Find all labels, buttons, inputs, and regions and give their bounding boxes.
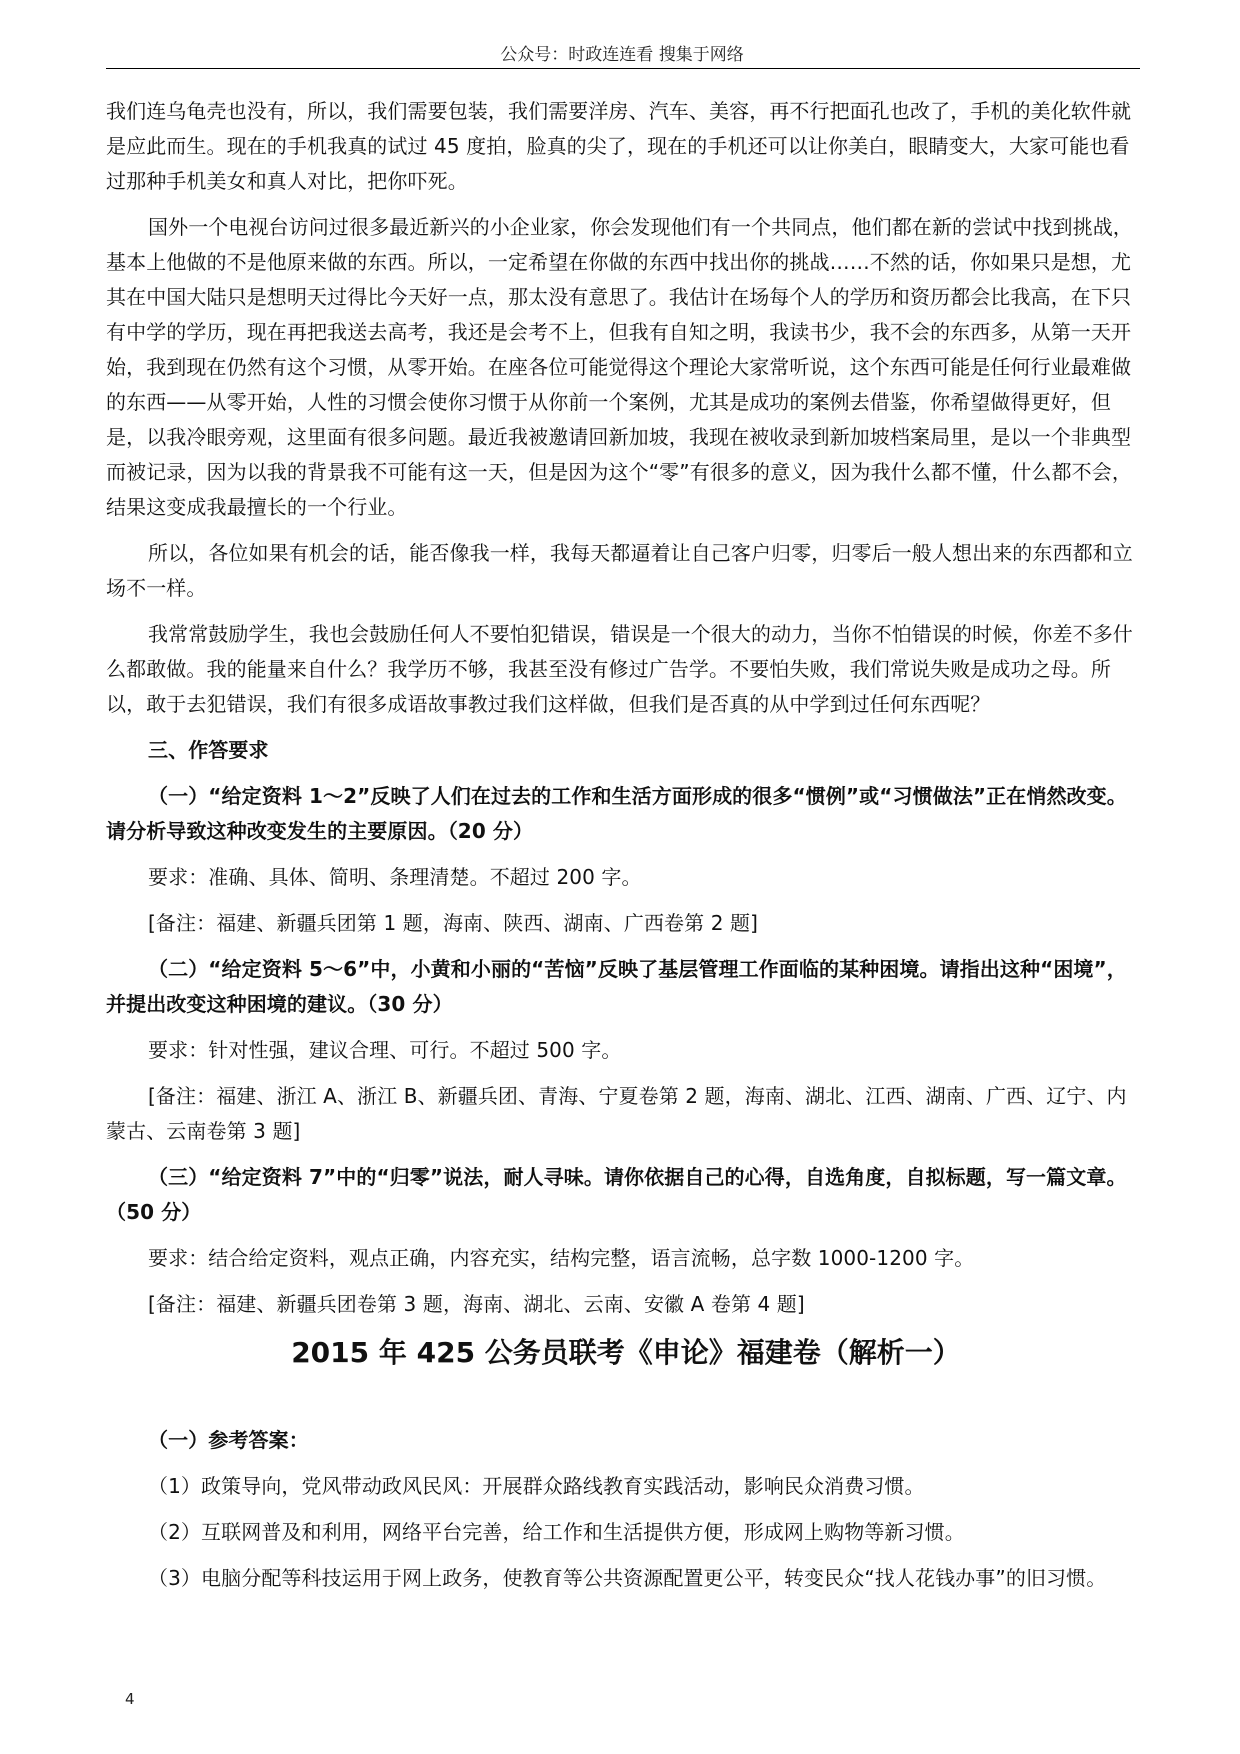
analysis-title: 2015 年 425 公务员联考《申论》福建卷（解析一） [291,1336,961,1369]
header-divider [106,68,1140,69]
question-3-requirement: 要求：结合给定资料，观点正确，内容充实，结构完整，语言流畅，总字数 1000-1200 字。 [148,1246,975,1270]
question-2-note: [备注：福建、浙江 A、浙江 B、新疆兵团、青海、宁夏卷第 2 题，海南、湖北、江西、湖南、广西、辽宁、内蒙古、云南卷第 3 题] [106,1084,1127,1143]
body-paragraph: 我常常鼓励学生，我也会鼓励任何人不要怕犯错误，错误是一个很大的动力，当你不怕错误的时候，你差不多什么都敢做。我的能量来自什么？我学历不够，我甚至没有修过广告学。不要怕失败，我们常说失败是成功之母。所以，敢于去犯错误，我们有很多成语故事教过我们这样做，但我们是否真的从中学到过任何东西呢？ [106,622,1133,716]
page-number: 4 [125,1690,135,1708]
page-header: 公众号：时政连连看 搜集于网络 [500,45,744,65]
question-3-note: [备注：福建、新疆兵团卷第 3 题，海南、湖北、云南、安徽 A 卷第 4 题] [148,1292,805,1316]
answer-heading: （一）参考答案： [148,1428,309,1452]
question-2-requirement: 要求：针对性强，建议合理、可行。不超过 500 字。 [148,1038,622,1062]
answer-item: （1）政策导向，党风带动政风民风：开展群众路线教育实践活动，影响民众消费习惯。 [148,1474,925,1498]
body-paragraph: 国外一个电视台访问过很多最近新兴的小企业家，你会发现他们有一个共同点，他们都在新的尝试中找到挑战，基本上他做的不是他原来做的东西。所以，一定希望在你做的东西中找出你的挑战……不然的话，你如果只是想，尤其在中国大陆只是想明天过得比今天好一点，那太没有意思了。我估计在场每个人的学历和资历都会比我高，在下只有中学的学历，现在再把我送去高考，我还是会考不上，但我有自知之明，我读书少，我不会的东西多，从第一天开始，我到现在仍然有这个习惯，从零开始。在座各位可能觉得这个理论大家常听说，这个东西可能是任何行业最难做的东西——从零开始，人性的习惯会使你习惯于从你前一个案例，尤其是成功的案例去借鉴，你希望做得更好，但是，以我冷眼旁观，这里面有很多问题。最近我被邀请回新加坡，我现在被收录到新加坡档案局里，是以一个非典型而被记录，因为以我的背景我不可能有这一天，但是因为这个“零”有很多的意义，因为我什么都不懂，什么都不会，结果这变成我最擅长的一个行业。 [106,215,1133,519]
body-paragraph: 我们连乌龟壳也没有，所以，我们需要包装，我们需要洋房、汽车、美容，再不行把面孔也改了，手机的美化软件就是应此而生。现在的手机我真的试过 45 度拍，脸真的尖了，现在的手机还可以让你美白，眼睛变大，大家可能也看过那种手机美女和真人对比，把你吓死。 [106,99,1132,193]
answer-item: （2）互联网普及和利用，网络平台完善，给工作和生活提供方便，形成网上购物等新习惯。 [148,1520,965,1544]
question-2: （二）“给定资料 5～6”中，小黄和小丽的“苦恼”反映了基层管理工作面临的某种困境。请指出这种“困境”，并提出改变这种困境的建议。（30 分） [106,957,1127,1016]
question-1-note: [备注：福建、新疆兵团第 1 题，海南、陕西、湖南、广西卷第 2 题] [148,911,758,935]
question-1: （一）“给定资料 1～2”反映了人们在过去的工作和生活方面形成的很多“惯例”或“习惯做法”正在悄然改变。请分析导致这种改变发生的主要原因。（20 分） [106,784,1127,843]
answer-item: （3）电脑分配等科技运用于网上政务，使教育等公共资源配置更公平，转变民众“找人花钱办事”的旧习惯。 [148,1566,1107,1590]
section-heading: 三、作答要求 [148,738,269,762]
body-paragraph: 所以，各位如果有机会的话，能否像我一样，我每天都逼着让自己客户归零，归零后一般人想出来的东西都和立场不一样。 [106,541,1133,600]
document-body [106,94,1146,1607]
question-1-requirement: 要求：准确、具体、简明、条理清楚。不超过 200 字。 [148,865,642,889]
question-3: （三）“给定资料 7”中的“归零”说法，耐人寻味。请你依据自己的心得，自选角度，自拟标题，写一篇文章。（50 分） [106,1165,1127,1224]
